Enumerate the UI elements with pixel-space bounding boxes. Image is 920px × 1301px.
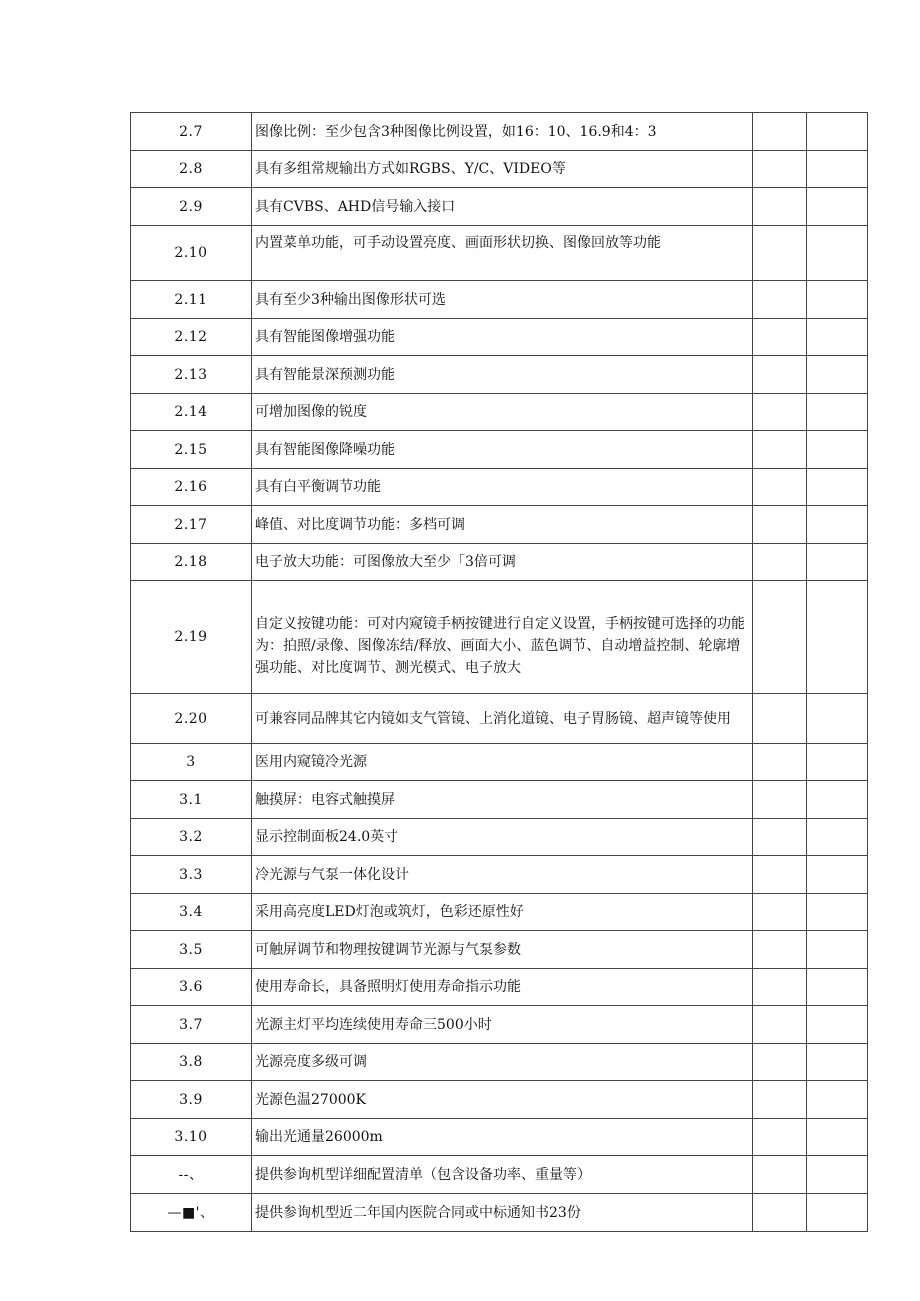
- remark-cell: [807, 1119, 868, 1156]
- remark-cell: [807, 431, 868, 469]
- item-requirement: 具有多组常规输出方式如RGBS、Y/C、VIDEO等: [252, 151, 753, 188]
- table-row: [131, 151, 868, 188]
- item-number: 2.16: [131, 469, 252, 506]
- table-row: [131, 1006, 868, 1044]
- table-row: [131, 281, 868, 319]
- item-number: 2.9: [131, 188, 252, 226]
- remark-cell: [807, 1006, 868, 1044]
- item-number: 3: [131, 744, 252, 781]
- response-cell: [753, 226, 807, 281]
- item-requirement: 图像比例：至少包含3种图像比例设置，如16：10、16.9和4：3: [252, 113, 753, 151]
- item-requirement: 具有CVBS、AHD信号输入接口: [252, 188, 753, 226]
- remark-cell: [807, 281, 868, 319]
- item-requirement: 使用寿命长，具备照明灯使用寿命指示功能: [252, 969, 753, 1006]
- remark-cell: [807, 544, 868, 581]
- remark-cell: [807, 931, 868, 969]
- item-number: 2.11: [131, 281, 252, 319]
- item-requirement: 采用高亮度LED灯泡或筑灯，色彩还原性好: [252, 894, 753, 931]
- table-row: [131, 856, 868, 894]
- remark-cell: [807, 744, 868, 781]
- response-cell: [753, 431, 807, 469]
- remark-cell: [807, 319, 868, 356]
- item-requirement: 内置菜单功能，可手动设置亮度、画面形状切换、图像回放等功能: [252, 226, 753, 281]
- response-cell: [753, 819, 807, 856]
- item-requirement: 具有智能图像增强功能: [252, 319, 753, 356]
- item-requirement: 医用内窥镜冷光源: [252, 744, 753, 781]
- response-cell: [753, 894, 807, 931]
- remark-cell: [807, 1194, 868, 1232]
- response-cell: [753, 394, 807, 431]
- remark-cell: [807, 1081, 868, 1119]
- remark-cell: [807, 226, 868, 281]
- table-row: [131, 1194, 868, 1232]
- remark-cell: [807, 469, 868, 506]
- table-row: [131, 694, 868, 744]
- table-row: [131, 1119, 868, 1156]
- item-requirement: 显示控制面板24.0英寸: [252, 819, 753, 856]
- item-requirement: 电子放大功能：可图像放大至少「3倍可调: [252, 544, 753, 581]
- table-row: [131, 581, 868, 694]
- response-cell: [753, 1156, 807, 1194]
- spec-table-container: [130, 112, 868, 1232]
- item-requirement: 光源色温27000K: [252, 1081, 753, 1119]
- table-row: [131, 1156, 868, 1194]
- item-number: 3.2: [131, 819, 252, 856]
- response-cell: [753, 1119, 807, 1156]
- table-row: [131, 931, 868, 969]
- item-number: 2.8: [131, 151, 252, 188]
- item-number: 2.18: [131, 544, 252, 581]
- item-requirement: 触摸屏：电容式触摸屏: [252, 781, 753, 819]
- remark-cell: [807, 1044, 868, 1081]
- response-cell: [753, 969, 807, 1006]
- table-row: [131, 1081, 868, 1119]
- table-row: [131, 1044, 868, 1081]
- remark-cell: [807, 581, 868, 694]
- remark-cell: [807, 856, 868, 894]
- item-requirement: 可触屏调节和物理按键调节光源与气泵参数: [252, 931, 753, 969]
- item-requirement: 光源亮度多级可调: [252, 1044, 753, 1081]
- response-cell: [753, 544, 807, 581]
- remark-cell: [807, 894, 868, 931]
- table-row: [131, 226, 868, 281]
- item-requirement: 可增加图像的锐度: [252, 394, 753, 431]
- table-row: [131, 781, 868, 819]
- item-requirement: 具有白平衡调节功能: [252, 469, 753, 506]
- item-number: —■'、: [131, 1194, 252, 1232]
- item-number: 2.15: [131, 431, 252, 469]
- table-row: [131, 744, 868, 781]
- table-row: [131, 113, 868, 151]
- item-number: 2.17: [131, 506, 252, 544]
- item-requirement: 具有至少3种输出图像形状可选: [252, 281, 753, 319]
- item-number: 3.7: [131, 1006, 252, 1044]
- item-number: 2.20: [131, 694, 252, 744]
- remark-cell: [807, 819, 868, 856]
- item-requirement: 提供参询机型详细配置清单（包含设备功率、重量等）: [252, 1156, 753, 1194]
- item-number: 3.4: [131, 894, 252, 931]
- remark-cell: [807, 694, 868, 744]
- item-number: 2.14: [131, 394, 252, 431]
- response-cell: [753, 1006, 807, 1044]
- remark-cell: [807, 969, 868, 1006]
- item-number: 2.13: [131, 356, 252, 394]
- table-row: [131, 188, 868, 226]
- table-row: [131, 506, 868, 544]
- response-cell: [753, 506, 807, 544]
- remark-cell: [807, 151, 868, 188]
- response-cell: [753, 781, 807, 819]
- item-number: 2.7: [131, 113, 252, 151]
- table-row: [131, 394, 868, 431]
- remark-cell: [807, 394, 868, 431]
- response-cell: [753, 113, 807, 151]
- item-requirement: 光源主灯平均连续使用寿命三500小时: [252, 1006, 753, 1044]
- item-requirement: 输出光通量26000m: [252, 1119, 753, 1156]
- item-number: 3.6: [131, 969, 252, 1006]
- table-row: [131, 819, 868, 856]
- response-cell: [753, 188, 807, 226]
- response-cell: [753, 1194, 807, 1232]
- item-requirement: 提供参询机型近二年国内医院合同或中标通知书23份: [252, 1194, 753, 1232]
- remark-cell: [807, 188, 868, 226]
- item-requirement: 冷光源与气泵一体化设计: [252, 856, 753, 894]
- item-requirement: 具有智能图像降噪功能: [252, 431, 753, 469]
- remark-cell: [807, 506, 868, 544]
- item-number: 3.8: [131, 1044, 252, 1081]
- item-requirement: 峰值、对比度调节功能：多档可调: [252, 506, 753, 544]
- table-row: [131, 356, 868, 394]
- remark-cell: [807, 113, 868, 151]
- table-row: [131, 544, 868, 581]
- item-number: --、: [131, 1156, 252, 1194]
- item-number: 2.19: [131, 581, 252, 694]
- response-cell: [753, 1081, 807, 1119]
- item-number: 3.10: [131, 1119, 252, 1156]
- response-cell: [753, 469, 807, 506]
- response-cell: [753, 581, 807, 694]
- table-row: [131, 469, 868, 506]
- item-requirement: 自定义按键功能：可对内窥镜手柄按键进行自定义设置，手柄按键可选择的功能为：拍照/录像、图像冻结/释放、画面大小、蓝色调节、自动增益控制、轮廓增强功能、对比度调节、测光模式、电子放大: [252, 581, 753, 694]
- remark-cell: [807, 1156, 868, 1194]
- response-cell: [753, 931, 807, 969]
- table-row: [131, 319, 868, 356]
- spec-table: [130, 112, 868, 1232]
- item-number: 3.3: [131, 856, 252, 894]
- response-cell: [753, 356, 807, 394]
- response-cell: [753, 744, 807, 781]
- table-row: [131, 431, 868, 469]
- response-cell: [753, 151, 807, 188]
- item-requirement: 具有智能景深预测功能: [252, 356, 753, 394]
- item-number: 3.9: [131, 1081, 252, 1119]
- item-number: 3.1: [131, 781, 252, 819]
- table-row: [131, 969, 868, 1006]
- response-cell: [753, 856, 807, 894]
- response-cell: [753, 1044, 807, 1081]
- item-number: 2.10: [131, 226, 252, 281]
- item-number: 2.12: [131, 319, 252, 356]
- item-number: 3.5: [131, 931, 252, 969]
- item-requirement: 可兼容同品牌其它内镜如支气管镜、上消化道镜、电子胃肠镜、超声镜等使用: [252, 694, 753, 744]
- response-cell: [753, 319, 807, 356]
- remark-cell: [807, 356, 868, 394]
- response-cell: [753, 694, 807, 744]
- table-row: [131, 894, 868, 931]
- response-cell: [753, 281, 807, 319]
- remark-cell: [807, 781, 868, 819]
